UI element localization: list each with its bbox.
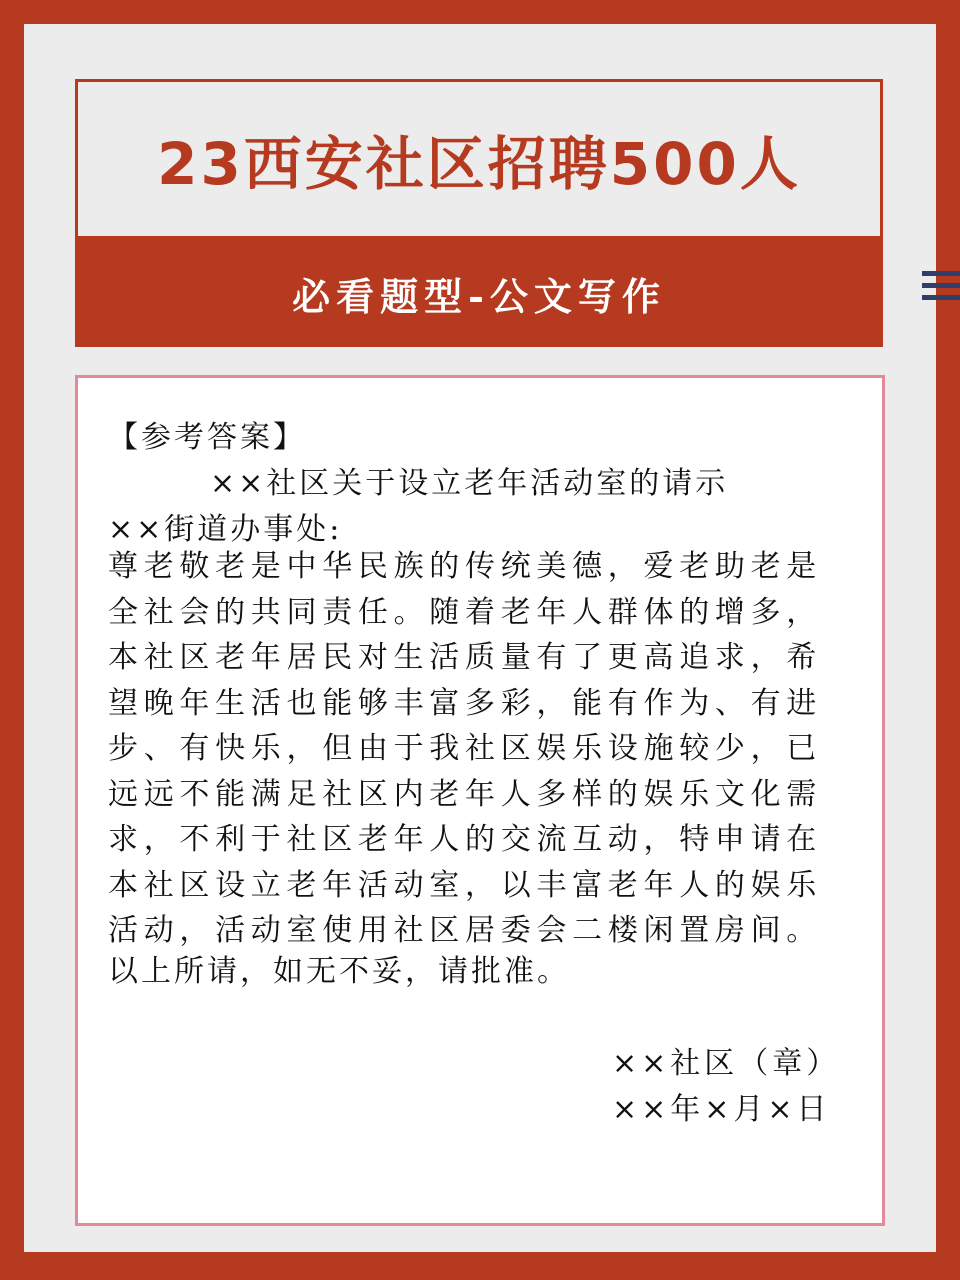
subtitle-band [75,239,883,347]
document-signer: ××社区（章） [612,1046,841,1081]
document-card [75,375,885,1226]
answer-label: 【参考答案】 [108,420,306,455]
page-subtitle: 必看题型-公文写作 [292,273,666,319]
page-title: 23西安社区招聘500人 [157,130,801,198]
document-title: ××社区关于设立老年活动室的请示 [210,466,729,501]
document-body: 尊老敬老是中华民族的传统美德，爱老助老是全社会的共同责任。随着老年人群体的增多，本社区老年居民对生活质量有了更高追求，希望晚年生活也能够丰富多彩，能有作为、有进步、有快乐，但由于我社区娱乐设施较少，已远远不能满足社区内老年人多样的娱乐文化需求，不利于社区老年人的交流互动，特申请在本社区设立老年活动室，以丰富老年人的娱乐活动，活动室使用社区居委会二楼闲置房间。 [108,549,822,948]
document-recipient: ××街道办事处: [108,512,343,547]
document-date: ××年×月×日 [612,1092,831,1127]
title-box [75,79,883,239]
hamburger-menu-icon[interactable] [922,271,960,305]
document-closing: 以上所请，如无不妥，请批准。 [108,954,570,989]
